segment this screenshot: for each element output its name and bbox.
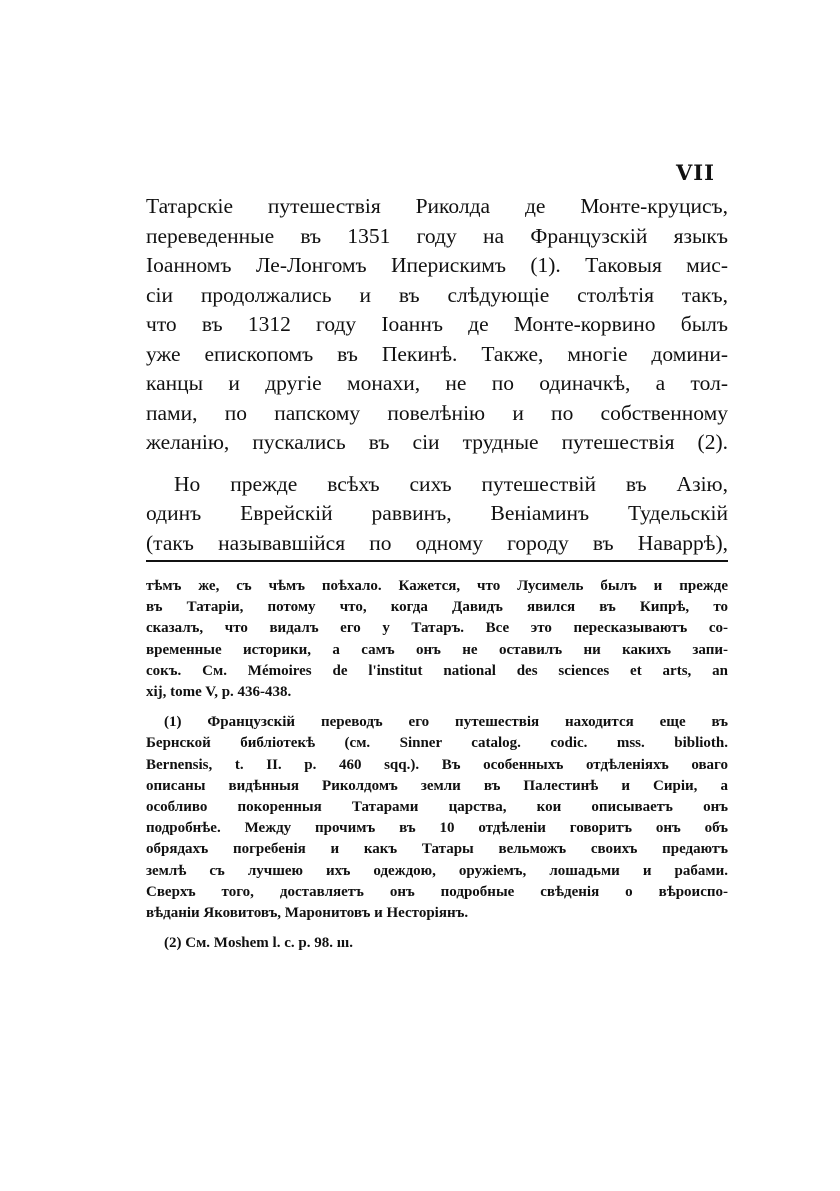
footnote-line: землѣ съ лучшею ихъ одеждою, оружіемъ, лошадьми и рабами. (146, 862, 728, 879)
text-line: переведенные въ 1351 году на Французскій языкъ (146, 223, 728, 248)
footnote-line: подробнѣе. Между прочимъ въ 10 отдѣленіи говоритъ онъ объ (146, 820, 728, 837)
footnote-divider (146, 560, 728, 562)
text-line: желанію, пускались въ сіи трудные путешествія (2). (146, 430, 728, 454)
footnote-line: временные историки, а самъ онъ не оставилъ ни какихъ запи- (146, 641, 728, 658)
footnote-line: вѣданіи Яковитовъ, Маронитовъ и Несторіянъ. (146, 905, 469, 922)
main-text (146, 192, 728, 558)
text-line: одинъ Еврейскій раввинъ, Веніаминъ Тудельскій (146, 501, 728, 525)
text-line: (такъ называвшійся по одному городу въ Наваррѣ), (146, 530, 728, 555)
text-line: Татарскіе путешествія Риколда де Монте-круцисъ, (146, 194, 728, 218)
footnotes (146, 576, 728, 954)
footnote-line: Сверхъ того, доставляетъ онъ подробные свѣденія о вѣроиспо- (146, 883, 728, 900)
footnote-line: сокъ. См. Mémoires de l'institut national des sciences et arts, an (146, 662, 728, 679)
text-line: пами, по папскому повелѣнію и по собственному (146, 400, 728, 425)
footnote-line: особливо покоренныя Татарами царства, кои описываетъ онъ (146, 799, 728, 816)
page-number: VII (676, 160, 715, 185)
text-line: Но прежде всѣхъ сихъ путешествій въ Азію, (174, 471, 728, 496)
text-line: сіи продолжались и въ слѣдующіе столѣтія такъ, (146, 282, 728, 307)
footnote-line: (2) См. Moshem l. c. p. 98. ııı. (164, 935, 353, 952)
footnote-line: тѣмъ же, съ чѣмъ поѣхало. Кажется, что Лусимель былъ и прежде (146, 578, 728, 594)
footnote-line: Бернской библіотекѣ (см. Sinner catalog. codic. mss. biblioth. (146, 735, 728, 752)
footnote-line: сказалъ, что видалъ его у Татаръ. Все это пересказываютъ со- (146, 620, 728, 637)
text-line: что въ 1312 году Іоаннъ де Монте-корвино былъ (146, 312, 728, 336)
footnote-line: обрядахъ погребенія и какъ Татары вельможъ своихъ предаютъ (146, 841, 728, 858)
text-line: уже епископомъ въ Пекинѣ. Также, многіе домини- (146, 341, 728, 366)
footnote-line: описаны видѣнныя Риколдомъ земли въ Палестинѣ и Сиріи, а (146, 777, 728, 794)
footnote-line: xij, tome V, p. 436-438. (146, 684, 292, 701)
footnote-line: Bernensis, t. II. p. 460 sqq.). Въ особенныхъ отдѣленіяхъ оваго (146, 756, 728, 773)
footnote-line: въ Татаріи, потому что, когда Давидъ явился въ Кипрѣ, то (146, 599, 728, 616)
footnote-line: (1) Французскій переводъ его путешествія находится еще въ (164, 714, 728, 731)
text-line: Іоанномъ Ле-Лонгомъ Иперискимъ (1). Таковыя мис- (146, 253, 728, 277)
text-line: канцы и другіе монахи, не по одиначкѣ, а тол- (146, 371, 728, 395)
